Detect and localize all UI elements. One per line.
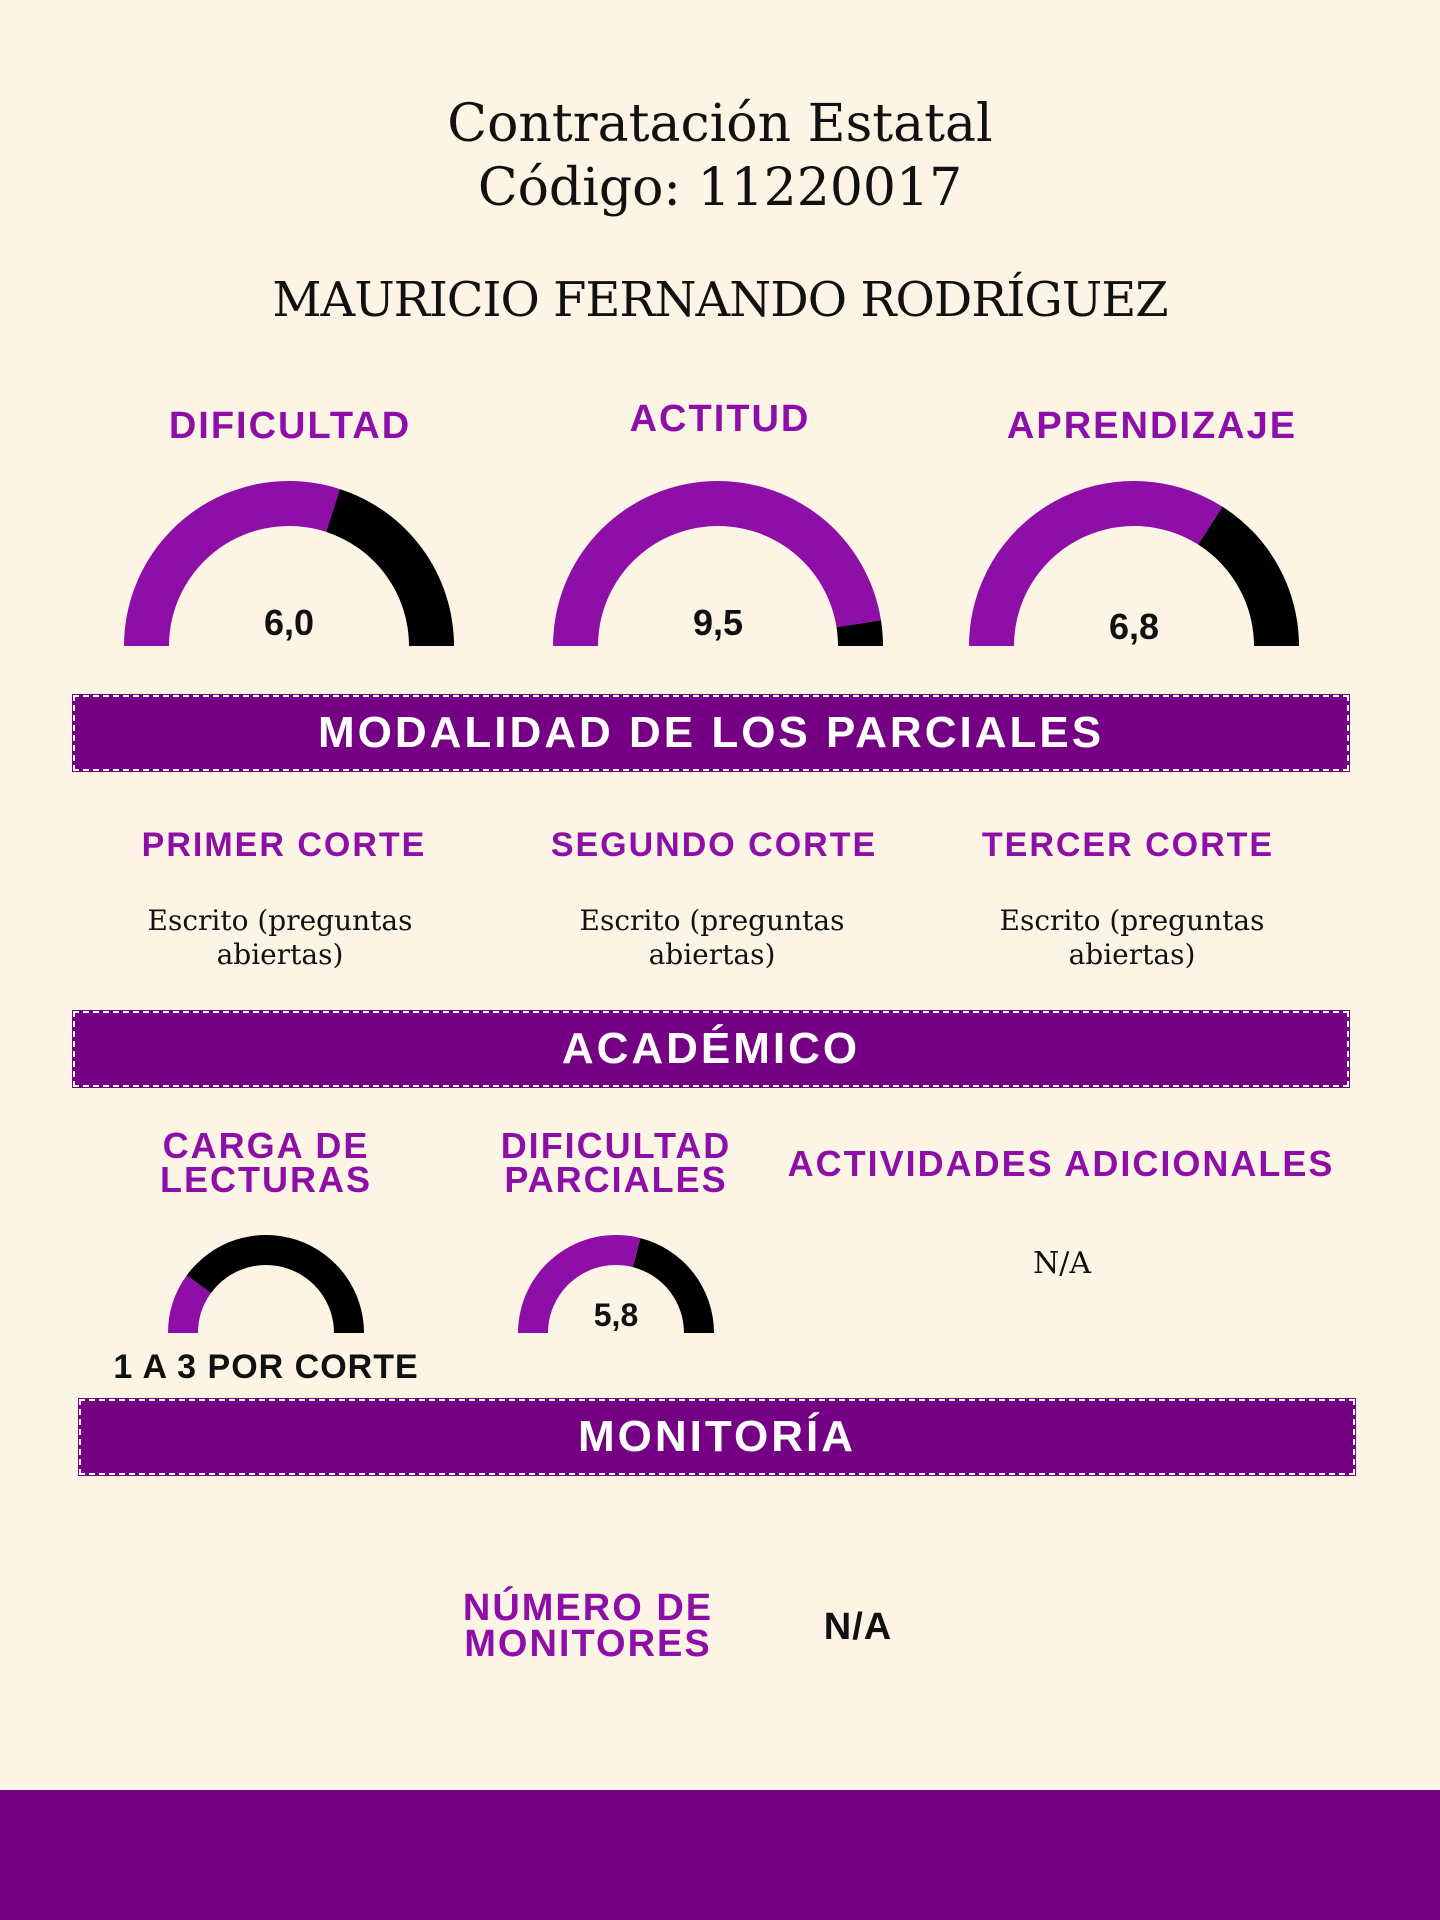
dificultad-parciales-label-line1: DIFICULTAD	[500, 1125, 732, 1166]
dificultad-parciales-value: 5,8	[593, 1297, 639, 1333]
actividades-value: N/A	[1032, 1246, 1092, 1281]
top-gauges	[0, 0, 1440, 700]
footer-bar	[0, 1790, 1440, 1920]
primer-corte-line2: abiertas)	[216, 938, 344, 971]
carga-label-line2: LECTURAS	[160, 1159, 372, 1200]
tercer-corte-title: TERCER CORTE	[981, 826, 1275, 864]
numero-monitores-line2: MONITORES	[464, 1623, 712, 1665]
academico-band: ACADÉMICO	[72, 1010, 1350, 1088]
actividades-label: ACTIVIDADES ADICIONALES	[787, 1143, 1335, 1184]
carga-label-line1: CARGA DE	[162, 1125, 370, 1166]
carga-caption: 1 A 3 POR CORTE	[113, 1348, 419, 1386]
page-title-line1: Contratación Estatal	[447, 94, 993, 154]
monitoria-band: MONITORÍA	[78, 1398, 1356, 1476]
numero-monitores-value: N/A	[823, 1606, 893, 1648]
primer-corte-title: PRIMER CORTE	[141, 826, 427, 864]
modalidad-band: MODALIDAD DE LOS PARCIALES	[72, 694, 1350, 772]
tercer-corte-line2: abiertas)	[1068, 938, 1196, 971]
gauge-value-actitud: 9,5	[692, 602, 744, 643]
gauge-label-dificultad: DIFICULTAD	[168, 405, 412, 447]
segundo-corte-line1: Escrito (preguntas	[579, 904, 845, 937]
dificultad-parciales-label-line2: PARCIALES	[504, 1159, 728, 1200]
primer-corte-line1: Escrito (preguntas	[147, 904, 413, 937]
gauge-label-actitud: ACTITUD	[629, 398, 811, 440]
gauge-carga-lecturas-remainder	[187, 1235, 364, 1333]
numero-monitores-line1: NÚMERO DE	[462, 1587, 714, 1629]
page-title-line2: Código: 11220017	[477, 158, 963, 218]
segundo-corte-title: SEGUNDO CORTE	[550, 826, 878, 864]
segundo-corte-line2: abiertas)	[648, 938, 776, 971]
teacher-name: MAURICIO FERNANDO RODRÍGUEZ	[272, 272, 1168, 328]
gauge-label-aprendizaje: APRENDIZAJE	[1006, 405, 1298, 447]
gauge-value-dificultad: 6,0	[263, 602, 315, 643]
tercer-corte-line1: Escrito (preguntas	[999, 904, 1265, 937]
academico-gauges	[0, 1180, 800, 1360]
gauge-value-aprendizaje: 6,8	[1108, 606, 1160, 647]
